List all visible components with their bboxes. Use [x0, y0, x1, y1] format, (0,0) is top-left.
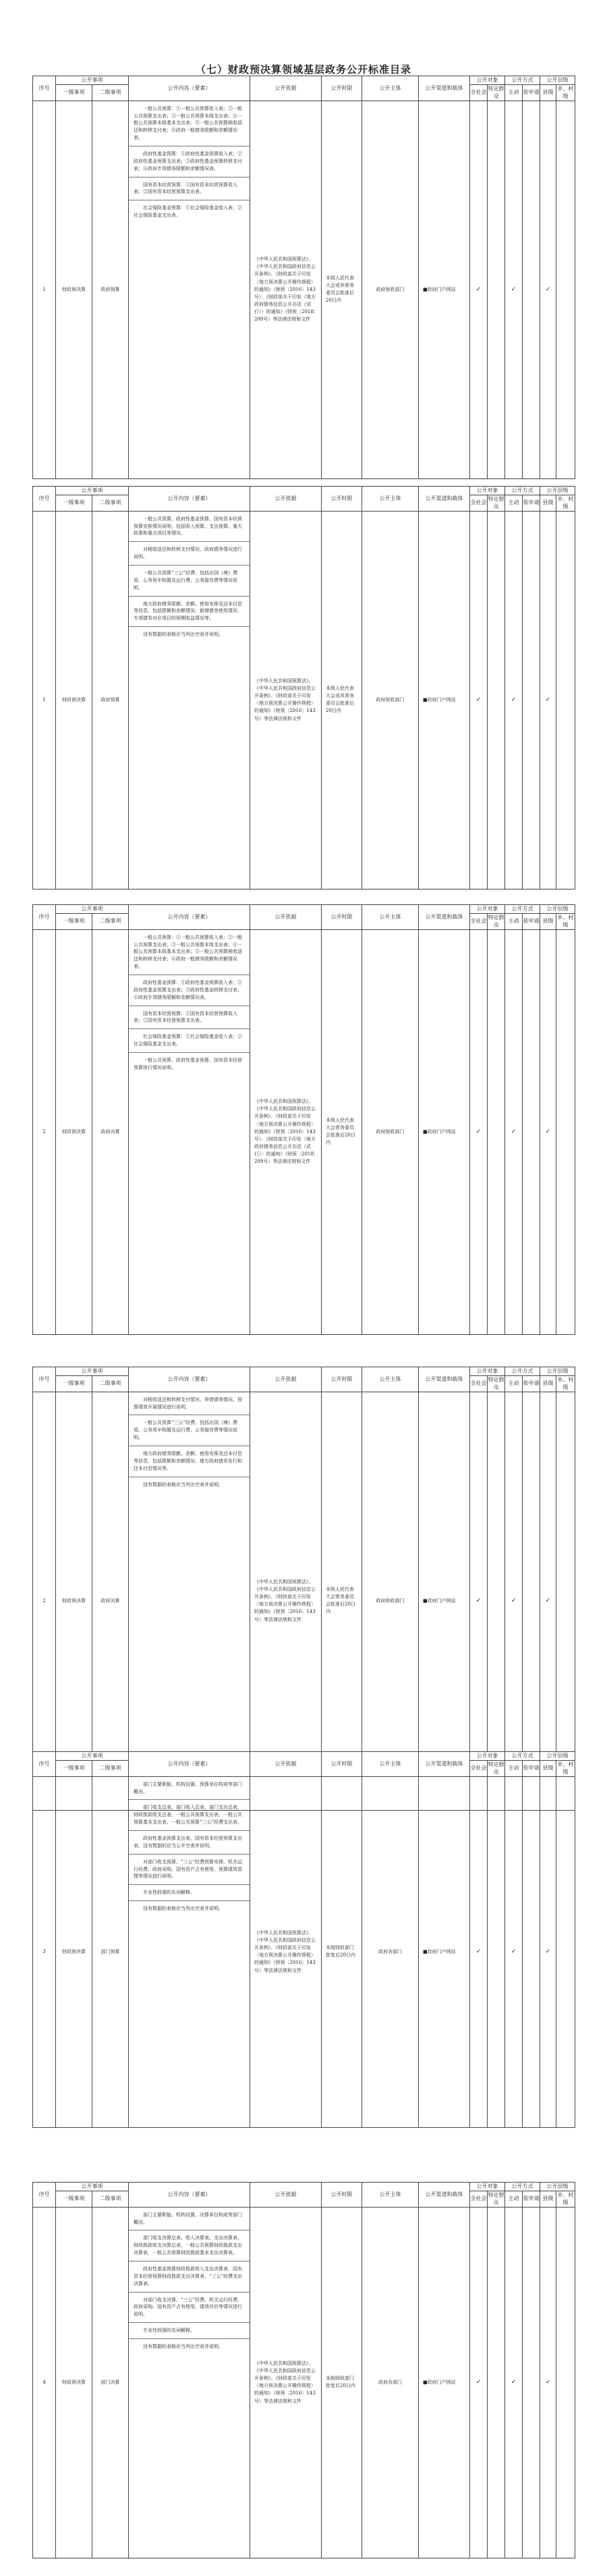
- header-specific: 特定群众: [488, 495, 505, 511]
- row-specific-check: [488, 511, 505, 889]
- content-item: 对税收返还和转移支付情况、政府债务情况进行说明。: [129, 542, 250, 566]
- catalog-table: [32, 904, 575, 1335]
- header-seq: 序号: [33, 487, 56, 512]
- content-item: 对税收返还和转移支付情况、举借债务情况、预算绩效开展情况进行说明。: [129, 1392, 250, 1416]
- table-row: [33, 929, 575, 1334]
- header-active: 主动: [505, 495, 523, 511]
- table-block-4: [32, 1367, 575, 1811]
- row-apply-check: [523, 511, 540, 889]
- header-specific: 特定群众: [488, 1375, 505, 1392]
- header-township: 乡、村级: [556, 2191, 575, 2207]
- row-basis: 《中华人民共和国预算法》、《中华人民共和国政府信息公开条例》、《财政部关于印发〈地方预决算公开操作规程〉的通知》（财预〔2016〕143号）等法律法规和文件: [250, 511, 322, 889]
- row-seq: 2: [33, 1392, 56, 1810]
- header-object: 公开对象: [470, 1367, 505, 1376]
- header-seq: 序号: [33, 905, 56, 930]
- header-apply: 依申请: [523, 1375, 540, 1392]
- row-level1: 财政预决算: [56, 1776, 92, 2127]
- header-mode: 公开方式: [505, 487, 540, 495]
- header-seq: 序号: [33, 1752, 56, 1777]
- row-all-society-check: ✓: [470, 1392, 488, 1810]
- header-seq: 序号: [33, 2183, 56, 2208]
- row-county-check: ✓: [540, 1776, 556, 2127]
- row-time: 本级人民代表大会常务委员会批准后20日内: [322, 1392, 362, 1810]
- header-time: 公开时限: [322, 905, 362, 930]
- header-mode: 公开方式: [505, 2183, 540, 2191]
- header-subject: 公开主体: [362, 905, 419, 930]
- row-all-society-check: ✓: [470, 2207, 488, 2558]
- header-time: 公开时限: [322, 1367, 362, 1392]
- header-all-society: 全社会: [470, 2191, 488, 2207]
- row-channel: ■政府门户网站: [419, 2207, 470, 2558]
- row-active-check: ✓: [505, 101, 523, 478]
- header-level1: 一级事项: [56, 1760, 92, 1776]
- header-time: 公开时限: [322, 2183, 362, 2208]
- header-channel: 公开渠道和载体: [419, 76, 470, 101]
- header-level2: 二级事项: [92, 2191, 129, 2207]
- row-seq: 2: [33, 929, 56, 1334]
- header-active: 主动: [505, 1375, 523, 1392]
- row-apply-check: [523, 1776, 540, 2127]
- row-township-check: [556, 511, 575, 889]
- catalog-table: [32, 76, 575, 479]
- row-all-society-check: ✓: [470, 1776, 488, 2127]
- header-time: 公开时限: [322, 76, 362, 101]
- header-object: 公开对象: [470, 487, 505, 495]
- catalog-table: [32, 1751, 575, 2128]
- row-seq: 4: [33, 2207, 56, 2558]
- row-seq: 1: [33, 511, 56, 889]
- header-county: 县级: [540, 495, 556, 511]
- row-time: 本级人民代表大会或其常务委员会批准后20日内: [322, 101, 362, 478]
- content-item: 一般公共预算：①一般公共预算收入表；②一般公共预算支出表；③一般公共预算本级支出表；④一般公共预算本级基本支出表；⑤一般公共预算税收返还和转移支付表；⑥政府一般债务限额和余额情况表。: [129, 930, 250, 975]
- header-subject: 公开主体: [362, 2183, 419, 2208]
- row-channel: ■政府门户网站: [419, 929, 470, 1334]
- header-basis: 公开依据: [250, 76, 322, 101]
- row-township-check: [556, 1392, 575, 1810]
- header-basis: 公开依据: [250, 1367, 322, 1392]
- header-channel: 公开渠道和载体: [419, 905, 470, 930]
- table-row: [33, 101, 575, 478]
- row-apply-check: [523, 929, 540, 1334]
- table-row: [33, 511, 575, 889]
- row-specific-check: [488, 101, 505, 478]
- content-item: 没有数据的表格应当列出空表并说明。: [143, 632, 223, 638]
- header-level2: 二级事项: [92, 495, 129, 511]
- row-all-society-check: ✓: [470, 511, 488, 889]
- content-item: 对部门收支决算、“三公”经费、机关运行经费、政府采购、国有资产占有使用、绩效评价等情况进行说明。: [129, 2293, 250, 2324]
- catalog-table: [32, 1367, 575, 1811]
- row-township-check: [556, 101, 575, 478]
- content-item: 政府性基金预算财政拨款收入支出决算表、国有资本经营预算财政拨款支出决算表、“三公”经费支出决算表。: [129, 2262, 250, 2293]
- header-level: 公开层级: [540, 76, 575, 85]
- row-time: 本级财政部门批复后20日内: [322, 2207, 362, 2558]
- header-active: 主动: [505, 1760, 523, 1776]
- row-active-check: ✓: [505, 1776, 523, 2127]
- header-all-society: 全社会: [470, 1375, 488, 1392]
- row-apply-check: [523, 2207, 540, 2558]
- header-level1: 一级事项: [56, 495, 92, 511]
- row-time: 本级人民代表大会或其常务委员会批准后20日内: [322, 511, 362, 889]
- row-level2: 政府决算: [92, 929, 129, 1334]
- header-content: 公开内容（要素）: [129, 905, 250, 930]
- row-basis: 《中华人民共和国预算法》、《中华人民共和国政府信息公开条例》、《财政部关于印发〈地方预决算公开操作规程〉的通知》（财预〔2016〕143号）等法律法规和文件: [250, 1392, 322, 1810]
- header-apply: 依申请: [523, 2191, 540, 2207]
- header-mode: 公开方式: [505, 1752, 540, 1761]
- header-object: 公开对象: [470, 1752, 505, 1761]
- header-county: 县级: [540, 84, 556, 101]
- row-subject: 政府财政部门: [362, 101, 419, 478]
- content-item: 部门收支总表、部门收入总表、部门支出总表、财政拨款收支总表、一般公共预算支出表、一般公共预算基本支出表、一般公共预算“三公”经费支出表。: [129, 1800, 250, 1831]
- row-specific-check: [488, 1392, 505, 1810]
- content-item: 社会保险基金预算：①社会保险基金收入表；②社会保险基金支出表。: [134, 205, 242, 219]
- header-level2: 二级事项: [92, 913, 129, 929]
- row-specific-check: [488, 2207, 505, 2558]
- header-content: 公开内容（要素）: [129, 487, 250, 512]
- header-active: 主动: [505, 84, 523, 101]
- header-all-society: 全社会: [470, 1760, 488, 1776]
- header-level1: 一级事项: [56, 913, 92, 929]
- header-basis: 公开依据: [250, 1752, 322, 1777]
- content-item: 国有资本经营预算：①国有资本经营预算收入表；②国有资本经营预算支出表。: [129, 1006, 250, 1030]
- row-all-society-check: ✓: [470, 101, 488, 478]
- content-item: 部门主要职能、机构设置、预算单位构成等部门概况。: [129, 1777, 250, 1801]
- header-level1: 一级事项: [56, 84, 92, 101]
- row-level1: 财政预决算: [56, 511, 92, 889]
- row-channel: ■政府门户网站: [419, 1392, 470, 1810]
- row-township-check: [556, 929, 575, 1334]
- header-matter: 公开事项: [56, 2183, 129, 2191]
- header-all-society: 全社会: [470, 84, 488, 101]
- row-township-check: [556, 1776, 575, 2127]
- header-seq: 序号: [33, 1367, 56, 1392]
- table-block-6: [32, 2182, 575, 2558]
- row-specific-check: [488, 1776, 505, 2127]
- row-basis: 《中华人民共和国预算法》、《中华人民共和国政府信息公开条例》、《财政部关于印发〈地方预决算公开操作规程〉的通知》（财预〔2016〕143号）等法律法规和文件: [250, 2207, 322, 2558]
- row-content: [129, 101, 250, 478]
- header-level2: 二级事项: [92, 1375, 129, 1392]
- content-item: 部门主要职能、机构设置、决算单位构成等部门概况。: [129, 2208, 250, 2231]
- content-item: 一般公共预算“三公”经费、包括出国（境）费用、公务用车购置及运行费、公务接待费等情况说明。: [129, 1415, 250, 1446]
- header-township: 乡、村级: [556, 84, 575, 101]
- header-level2: 二级事项: [92, 1760, 129, 1776]
- row-county-check: ✓: [540, 2207, 556, 2558]
- row-all-society-check: ✓: [470, 929, 488, 1334]
- row-basis: 《中华人民共和国预算法》、《中华人民共和国政府信息公开条例》、《财政部关于印发〈地方预决算公开操作规程〉的通知》（财预〔2016〕143号）、《财政部关于印发〈地方政府债务信息公开办法（试行）〉的通知》（财预〔2018〕209号）等法律法规和文件: [250, 101, 322, 478]
- header-active: 主动: [505, 2191, 523, 2207]
- header-matter: 公开事项: [56, 1367, 129, 1376]
- row-seq: 3: [33, 1776, 56, 2127]
- header-active: 主动: [505, 913, 523, 929]
- content-item: 地方政府债务限额、余额、使用安排及还本付息等信息。包括限额和余额情况、新增债务使用情况、专项债券对应项目的预期收益情况等。: [129, 597, 250, 628]
- row-seq: 1: [33, 101, 56, 478]
- row-specific-check: [488, 929, 505, 1334]
- header-specific: 特定群众: [488, 2191, 505, 2207]
- header-level: 公开层级: [540, 2183, 575, 2191]
- content-item: 社会保险基金预算：①社会保险基金收入表；②社会保险基金支出表。: [129, 1029, 250, 1053]
- row-township-check: [556, 2207, 575, 2558]
- table-row: [33, 1392, 575, 1810]
- header-all-society: 全社会: [470, 913, 488, 929]
- header-channel: 公开渠道和载体: [419, 1752, 470, 1777]
- header-object: 公开对象: [470, 76, 505, 85]
- header-township: 乡、村级: [556, 913, 575, 929]
- content-item: 没有数据的表格应当列出空表并说明。: [143, 1481, 223, 1487]
- catalog-table: [32, 486, 575, 889]
- row-level1: 财政预决算: [56, 2207, 92, 2558]
- row-level2: 政府决算: [92, 1392, 129, 1810]
- header-level: 公开层级: [540, 905, 575, 914]
- header-content: 公开内容（要素）: [129, 76, 250, 101]
- header-time: 公开时限: [322, 1752, 362, 1777]
- content-item: 地方政府债务限额、余额、使用安排及还本付息等信息，包括限额和余额情况、地方政府债券发行和还本付息情况等。: [129, 1446, 250, 1477]
- header-time: 公开时限: [322, 487, 362, 512]
- row-active-check: ✓: [505, 2207, 523, 2558]
- table-row: [33, 1776, 575, 2127]
- row-subject: 政府财政部门: [362, 511, 419, 889]
- header-content: 公开内容（要素）: [129, 2183, 250, 2208]
- content-item: 专业性较强的名词解释。: [129, 2323, 250, 2339]
- header-level: 公开层级: [540, 1752, 575, 1761]
- content-item: 部门收支决算总表、收入决算表、支出决算表、财政拨款收支决算总表、一般公共预算财政拨款支出决算表、一般公共预算财政拨款基本支出决算表。: [129, 2230, 250, 2262]
- content-item: 没有数据的表格应当列出空表并说明。: [143, 1906, 223, 1912]
- row-time: 本级财政部门批复后20日内: [322, 1776, 362, 2127]
- table-block-2: [32, 486, 575, 889]
- header-object: 公开对象: [470, 2183, 505, 2191]
- row-content: [129, 2207, 250, 2558]
- header-channel: 公开渠道和载体: [419, 2183, 470, 2208]
- header-basis: 公开依据: [250, 905, 322, 930]
- row-subject: 政府各部门: [362, 2207, 419, 2558]
- content-item: 政府性基金预算：①政府性基金预算收入表；②政府性基金预算支出表；③政府性基金预算转移支付表；④政府专项债务限额和余额情况表。: [129, 146, 250, 177]
- table-block-1: [32, 76, 575, 479]
- row-content: [129, 511, 250, 889]
- content-item: 没有数据的表格应当列出空表并说明。: [143, 2343, 223, 2349]
- content-item: 一般公共预算“三公”经费、包括出国（境）费用、公务用车购置及运行费、公务接待费等情况说明。: [129, 566, 250, 597]
- header-level1: 一级事项: [56, 2191, 92, 2207]
- content-item: 一般公共预算：①一般公共预算收入表；②一般公共预算支出表；③一般公共预算本级支出表；④一般公共预算本级基本支出表；⑤一般公共预算税收返还和转移支付表；⑥政府一般债务限额和余额情况表。: [129, 101, 250, 146]
- header-content: 公开内容（要素）: [129, 1752, 250, 1777]
- header-specific: 特定群众: [488, 84, 505, 101]
- row-time: 本级人民代表大会常务委员会批准后20日内: [322, 929, 362, 1334]
- header-level: 公开层级: [540, 487, 575, 495]
- header-township: 乡、村级: [556, 495, 575, 511]
- row-level2: 部门决算: [92, 2207, 129, 2558]
- header-apply: 依申请: [523, 1760, 540, 1776]
- header-all-society: 全社会: [470, 495, 488, 511]
- content-item: 政府性基金预算支出表、国有资本经营预算支出表，没有数据的应当公开空表并说明。: [129, 1831, 250, 1855]
- content-item: 专业性较强的名词解释。: [129, 1885, 250, 1901]
- table-block-3: [32, 904, 575, 1335]
- header-level2: 二级事项: [92, 84, 129, 101]
- header-matter: 公开事项: [56, 487, 129, 495]
- header-matter: 公开事项: [56, 76, 129, 85]
- header-mode: 公开方式: [505, 1367, 540, 1376]
- row-county-check: ✓: [540, 929, 556, 1334]
- row-subject: 政府各部门: [362, 1776, 419, 2127]
- header-subject: 公开主体: [362, 487, 419, 512]
- header-apply: 依申请: [523, 495, 540, 511]
- row-level1: 财政预决算: [56, 1392, 92, 1810]
- header-subject: 公开主体: [362, 1752, 419, 1777]
- header-apply: 依申请: [523, 913, 540, 929]
- row-content: [129, 1392, 250, 1810]
- header-matter: 公开事项: [56, 1752, 129, 1761]
- row-channel: ■政府门户网站: [419, 101, 470, 478]
- header-mode: 公开方式: [505, 76, 540, 85]
- header-level1: 一级事项: [56, 1375, 92, 1392]
- row-content: [129, 929, 250, 1334]
- row-content: [129, 1776, 250, 2127]
- row-apply-check: [523, 101, 540, 478]
- header-channel: 公开渠道和载体: [419, 487, 470, 512]
- header-specific: 特定群众: [488, 1760, 505, 1776]
- header-object: 公开对象: [470, 905, 505, 914]
- content-item: 一般公共预算、政府性基金预算、国有资本经营预算安排情况说明，包括收入预算、支出预算、重大政策和重点项目等情况。: [129, 512, 250, 543]
- header-level: 公开层级: [540, 1367, 575, 1376]
- row-basis: 《中华人民共和国预算法》、《中华人民共和国政府信息公开条例》、《财政部关于印发〈地方预决算公开操作规程〉的通知》（财预〔2016〕143号）、《财政部关于印发〈地方政府债务信息公开办法（试行）〉的通知》（财预〔2018〕209号）等法律法规和文件: [250, 929, 322, 1334]
- table-block-5: [32, 1751, 575, 2128]
- catalog-table: [32, 2182, 575, 2558]
- row-apply-check: [523, 1392, 540, 1810]
- row-active-check: ✓: [505, 511, 523, 889]
- header-county: 县级: [540, 1375, 556, 1392]
- row-active-check: ✓: [505, 929, 523, 1334]
- header-channel: 公开渠道和载体: [419, 1367, 470, 1392]
- header-apply: 依申请: [523, 84, 540, 101]
- content-item: 对部门收支预算、“三公”经费预算安排、机关运行经费、政府采购、国有资产占有使用、预算绩效管理等情况进行说明。: [129, 1855, 250, 1886]
- row-channel: ■政府门户网站: [419, 1776, 470, 2127]
- header-county: 县级: [540, 913, 556, 929]
- header-basis: 公开依据: [250, 487, 322, 512]
- page-title: （七）财政预决算领域基层政务公开标准目录: [195, 63, 411, 76]
- content-item: 国有资本经营预算：①国有资本经营预算收入表；②国有资本经营预算支出表。: [129, 177, 250, 201]
- row-level1: 财政预决算: [56, 101, 92, 478]
- header-subject: 公开主体: [362, 76, 419, 101]
- header-basis: 公开依据: [250, 2183, 322, 2208]
- row-level2: 政府预算: [92, 511, 129, 889]
- header-specific: 特定群众: [488, 913, 505, 929]
- header-county: 县级: [540, 1760, 556, 1776]
- row-channel: ■政府门户网站: [419, 511, 470, 889]
- table-row: [33, 2207, 575, 2558]
- row-level2: 政府预算: [92, 101, 129, 478]
- header-township: 乡、村级: [556, 1760, 575, 1776]
- row-subject: 政府财政部门: [362, 1392, 419, 1810]
- row-active-check: ✓: [505, 1392, 523, 1810]
- row-basis: 《中华人民共和国预算法》、《中华人民共和国政府信息公开条例》、《财政部关于印发〈地方预决算公开操作规程〉的通知》（财预〔2016〕143号）等法律法规和文件: [250, 1776, 322, 2127]
- header-mode: 公开方式: [505, 905, 540, 914]
- row-subject: 政府财政部门: [362, 929, 419, 1334]
- header-content: 公开内容（要素）: [129, 1367, 250, 1392]
- row-level2: 部门预算: [92, 1776, 129, 2127]
- content-item: 一般公共预算、政府性基金预算、国有资本经营预算执行情况说明。: [134, 1057, 242, 1070]
- header-township: 乡、村级: [556, 1375, 575, 1392]
- header-subject: 公开主体: [362, 1367, 419, 1392]
- row-county-check: ✓: [540, 101, 556, 478]
- header-county: 县级: [540, 2191, 556, 2207]
- row-county-check: ✓: [540, 511, 556, 889]
- header-matter: 公开事项: [56, 905, 129, 914]
- content-item: 政府性基金预算：①政府性基金预算收入表；②政府性基金预算支出表；③政府性基金转移支付表；④政府专项债务限额和余额情况表。: [129, 975, 250, 1006]
- row-level1: 财政预决算: [56, 929, 92, 1334]
- header-seq: 序号: [33, 76, 56, 101]
- row-county-check: ✓: [540, 1392, 556, 1810]
